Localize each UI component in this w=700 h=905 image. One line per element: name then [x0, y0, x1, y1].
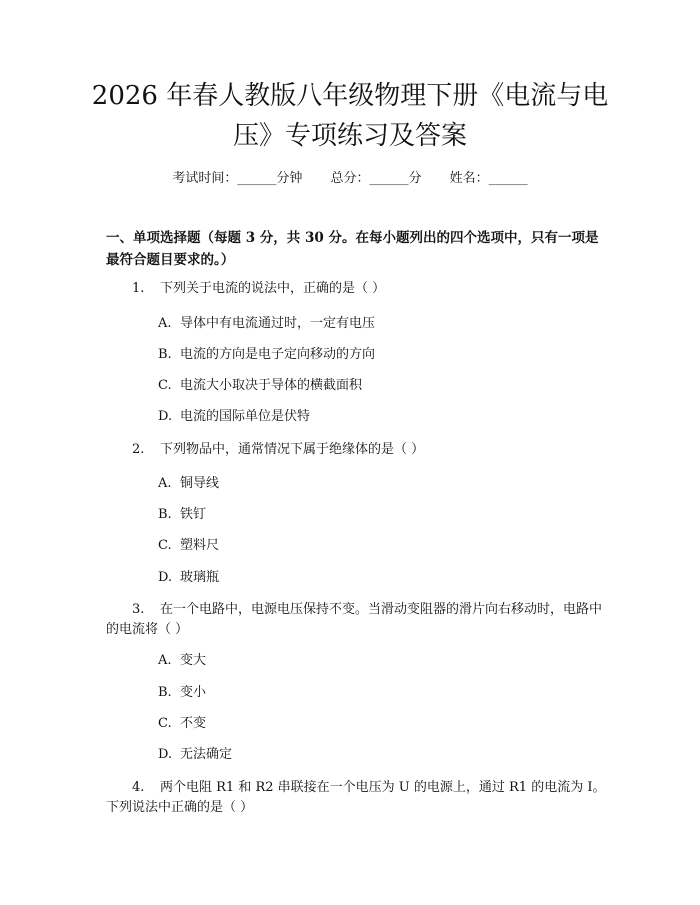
- option-letter: C.: [158, 538, 172, 553]
- question-number: 2.: [132, 442, 145, 457]
- question-3: [106, 600, 606, 640]
- option-letter: D.: [158, 747, 173, 762]
- option-2a: [158, 475, 219, 493]
- exam-time-field: 考试时间：______分钟: [172, 171, 303, 186]
- option-text: 玻璃瓶: [180, 570, 220, 585]
- total-score-field: 总分：______分: [330, 171, 422, 186]
- option-1d: [158, 408, 310, 426]
- student-name-field: 姓名：______: [449, 171, 528, 186]
- option-text: 变大: [180, 653, 207, 668]
- question-4: [106, 778, 606, 818]
- option-3c: [158, 715, 206, 733]
- option-text: 不变: [180, 716, 207, 731]
- option-letter: B.: [158, 347, 172, 362]
- option-3b: [158, 684, 206, 702]
- option-text: 电流大小取决于导体的横截面积: [180, 378, 363, 393]
- option-2b: [158, 506, 206, 524]
- option-text: 电流的方向是电子定向移动的方向: [180, 347, 376, 362]
- option-text: 电流的国际单位是伏特: [180, 409, 311, 424]
- option-text: 导体中有电流通过时，一定有电压: [180, 316, 376, 331]
- option-letter: D.: [158, 570, 173, 585]
- question-number: 4.: [132, 780, 145, 795]
- option-text: 无法确定: [180, 747, 233, 762]
- question-text: 下列关于电流的说法中，正确的是（ ）: [160, 281, 386, 296]
- question-1: [106, 279, 606, 299]
- option-1a: [158, 315, 375, 333]
- option-letter: D.: [158, 409, 173, 424]
- question-number: 3.: [132, 602, 145, 617]
- option-1c: [158, 377, 362, 395]
- option-1b: [158, 346, 375, 364]
- question-text: 两个电阻 R1 和 R2 串联接在一个电压为 U 的电源上，通过 R1 的电流为 I。下列说法中正确的是（ ）: [106, 780, 606, 815]
- option-3d: [158, 746, 232, 764]
- option-letter: C.: [158, 716, 172, 731]
- page-title-continued: 压》专项练习及答案: [232, 121, 467, 151]
- option-3a: [158, 652, 206, 670]
- page-title: 2026 年春人教版八年级物理下册《电流与电: [91, 81, 609, 111]
- option-text: 塑料尺: [180, 538, 220, 553]
- option-letter: A.: [158, 316, 172, 331]
- question-number: 1.: [132, 281, 145, 296]
- question-text: 下列物品中，通常情况下属于绝缘体的是（ ）: [160, 442, 425, 457]
- section-heading: 一、单项选择题（每题 3 分，共 30 分。在每小题列出的四个选项中，只有一项是最符合题目要求的。）: [106, 230, 599, 268]
- option-text: 变小: [180, 685, 207, 700]
- question-2: [106, 440, 606, 460]
- option-text: 铁钉: [180, 507, 207, 522]
- option-text: 铜导线: [180, 476, 220, 491]
- option-letter: B.: [158, 685, 172, 700]
- option-2c: [158, 537, 219, 555]
- option-2d: [158, 569, 219, 587]
- option-letter: B.: [158, 507, 172, 522]
- option-letter: A.: [158, 476, 172, 491]
- option-letter: A.: [158, 653, 172, 668]
- question-text: 在一个电路中，电源电压保持不变。当滑动变阻器的滑片向右移动时，电路中的电流将（ ）: [106, 602, 603, 637]
- option-letter: C.: [158, 378, 172, 393]
- exam-info-bar: [0, 170, 700, 188]
